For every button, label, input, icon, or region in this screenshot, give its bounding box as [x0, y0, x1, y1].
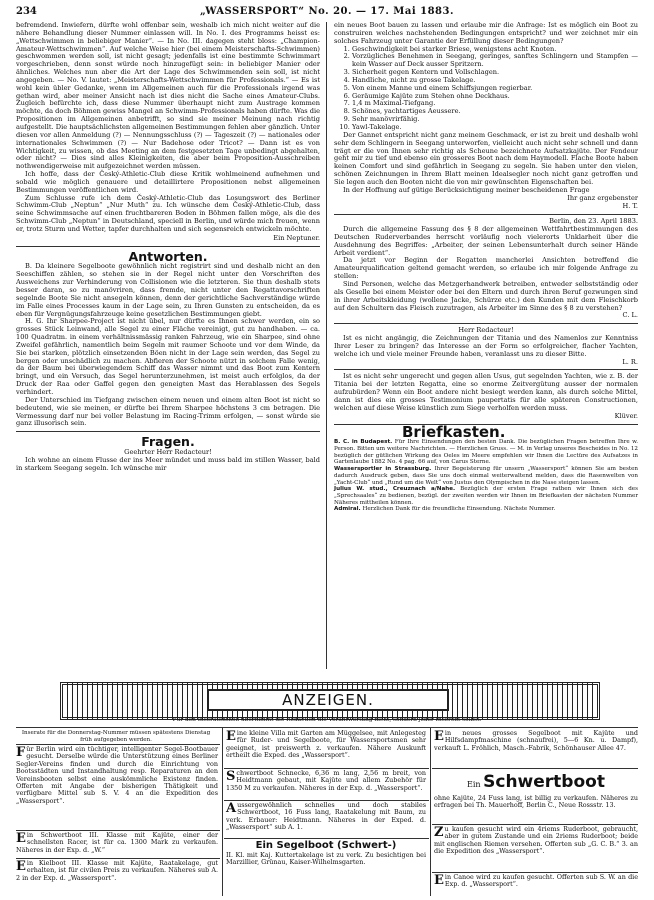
ads-banner — [60, 682, 600, 720]
question-paragraph: Sind Personen, welche das Metzgerhandwerk betreiben, entweder selbstständig oder als Geselle bei einem Meister oder bei den Eltern und durch ihren Beruf gezwungen sind in ihrer Arbeitskleidung (wollene Jacke, Schürze etc.) den Kunden mit dem Fleischkorb auf den Schultern das Fleisch zuzutragen, als Arbeiter im Sinne des § 8 zu verstehen? — [334, 280, 638, 312]
ad-schwertboot-iii: Ein Schwertboot III. Klasse mit Kajüte, einer der schnellsten Racer, ist für ca. 1300 Mark zu verkaufen. Näheres in der Exp. d. „W.“ — [16, 831, 218, 854]
column-divider — [326, 22, 327, 669]
letterbox — [334, 439, 638, 513]
divider — [334, 369, 638, 370]
divider — [334, 323, 638, 324]
article-paragraph: Zum Schlusse rufe ich dem Český-Athletic-Club das Losungswort des Berliner Schwimm-Club „Neptun“ „Nur Muth“ zu. Ich wünsche dem Český-Athletic-Club, dass seine Schwimmsache auf einen fruchtbareren Boden in Böhmen fallen möge, als die des Schwimm-Club „Neptun“ in Deutschland, speciell in Berlin, und würde mich freuen, wenn er, trotz Sturm und Wetter, tapfer durchhalten und sich segensreich entwickeln möchte. — [16, 193, 320, 233]
ad-schnecke: Schwertboot Schnecke, 6,36 m lang, 2,56 m breit, von Heidtmann gebaut, mit Kajüte und allem Zubehör für 1350 M zu verkaufen. Näheres in der Exp. d. „Wassersport“. — [226, 769, 426, 792]
ad-schwertboot-24: Ein Schwertboot ohne Kajüte, 24 Fuss lang, ist billig zu verkaufen. Näheres zu erfragen bei Th. Mauerhoff, Berlin C., Neue Rossstr. 13. — [434, 772, 638, 810]
article-paragraph: befremdend. Inwiefern, dürfte wohl offenbar sein, weshalb ich mich nicht weiter auf die nähere Behandlung dieser Nummer einlassen will. In No. I. des Programms heisst es: „Wettschwimmen in beliebiger Manier“. — In No. III. dagegen steht bloss: „Champion-Amateur-Wettschwimmen“. Auf welche Weise hier (bei einem Meisterschafts-Schwimmen) geschwommen werden soll, ist nicht gesagt; jedenfalls ist eine bestimmte Schwimmart vorgeschrieben, denn sonst würde noch hinzugefügt sein: in beliebiger Manier oder ähnliches. Welches nun aber die Art der Lage des Schwimmenden sein soll, ist nicht angegeben. — No. V. lautet: „Meisterschafts-Wettschwimmen für Professionals.“ — Es ist wohl kein übler Gedanke, wenn im Allgemeinen auch für die Professionals irgend was gethan wird, aber meiner Ansicht nach ist dies nicht die Sache eines Amateur-Clubs. Zugleich befürchte ich, dass diese Nummer überhaupt nicht zum Austrage kommen möchte, da doch Böhmen gewiss Mangel an Schwimm-Professionals haben dürfte. Was die Propositionen im Allgemeinen anbetrifft, so sind sie meiner Meinung nach richtig aufgestellt. Die hauptsächlichsten allgemeinen Bestimmungen fehlen aber gänzlich. Unter diesen vor allen Anmeldung (?) — Nennungsschluss (?) — Tageszeit (?) — nationales oder internationales Schwimmen (?) — Nur Badehose oder Tricot? — Dann ist es von Wichtigkeit, zu wissen, ob das Meeting an dem festgesetzten Tage unbedingt abgehalten, oder nicht? — Dies sind alles Kleinigkeiten, die aber beim Proposition-Ausschreiben nothwendigerweise mit aufgezeichnet werden müssen. — [16, 21, 320, 171]
question-paragraph: Ist es nicht sehr ungerecht und gegen allen Usus, gut segelnden Yachten, wie z. B. der Titania bei der letzten Regatta, eine so enorme Zeitvergütung ausser der normalen aufzubürden? Wenn ein Boot andere nicht besiegt werden kann, als durch solche Mittel, dann ist dies ein grosses Testimonium paupertatis für alle späteren Constructionen, welchen auf diese Weise künstlich zum Siege verholfen werden muss. — [334, 372, 638, 412]
list-item: 3. Sicherheit gegen Kentern und Vollschlagen. — [352, 69, 638, 77]
ad-stabiles-schwertboot: Aussergewöhnlich schnelles und doch stabiles Schwertboot, 16 Fuss lang, Raatakelung mit Baum, zu verk. Erbauer: Heidtmann. Näheres in der Exped. d. „Wassersport“ sub A. 1. — [226, 801, 426, 832]
right-column — [334, 22, 638, 513]
answer-paragraph: H. G. Ihr Sharpee-Project ist nicht übel, nur dürfte es Ihnen schwer werden, ein so grosses Stück Leinwand, alle Segel zu einer Fläche vereinigt, gut zu handhaben. — ca. 100 Quadratm. in einem verhältnissmässig ranken Fahrzeug, wie ein Sharpee, sind ohne Zweifel gefährlich, namentlich beim Segeln mit raumer Schoote und vor dem Winde, da Sie bei starken, plötzlich einsetzenden Böen nicht in der Lage sein werden, das Segel zu bergen oder unschädlich zu machen. Abfieren der Schoote nützt in solchem Falle wenig, da der Baum bei überwiegendem Schiff das Wasser nimmt und das Boot zum Kentern bringt, und ein Versuch, das Segel herunterzunehmen, ist meist auch erfolglos, da der Druck der Raa oder Gaffel gegen den geneigten Mast das Herablassen des Segels verhindert. — [16, 317, 320, 396]
page-number: 234 — [16, 6, 37, 17]
salutation: Herr Redacteur! — [458, 326, 514, 335]
list-item: 8. Schönes, yachtartiges Aeussere. — [352, 108, 638, 116]
question-paragraph: Ist es nicht angängig, die Zeichnungen der Titania und des Namenlos zur Kenntniss Ihrer Leser zu bringen? das Interesse an der Form so erfolgreicher, flacher Yachten, welche ich und viele meiner Freunde haben, veranlasst uns zu dieser Bitte. — [334, 334, 638, 358]
question-paragraph: In der Hoffnung auf gütige Berücksichtigung meiner bescheidenen Frage — [343, 185, 590, 194]
letterbox-entry: Julius W. stud., Creuznach a/Nahe. Bezüglich der ersten Frage rathen wir Ihnen sich des „Sprechsaales“ zu bedienen, bezügl. der zweiten werden wir Ihnen im Briefkasten der nächsten Nummer Näheres mittheilen können. — [334, 486, 638, 506]
section-heading-fragen: Fragen. — [141, 434, 195, 450]
answer-paragraph: B. Da kleinere Segelboote gewöhnlich nicht registrirt sind und deshalb nicht an den Seeschiffen zählen, so stehen sie in der Regel nicht unter den Vorschriften des Ausweichens zur Verhinderung von Collisionen wie die letzteren. Sie thun deshalb stets besser daran, so zu manövriren, dass fremde, nicht unter den Regattavorschriften segelnde Boote Sie nicht ansegeln können, denn der gerichtliche Sachverständige würde im Falle eines Processes kaum in der Lage sein, zu Ihren Gunsten zu entscheiden, da es eben für Vergnügungsfahrzeuge keine gesetzlichen Bestimmungen giebt. — [16, 262, 320, 318]
signature: Ein Neptuner. — [273, 233, 320, 242]
list-item: 7. 1,4 m Maximal-Tiefgang. — [352, 100, 638, 108]
question-paragraph: ein neues Boot bauen zu lassen und erlaube mir die Anfrage: Ist es möglich ein Boot zu construiren welches nachstehenden Bedingungen entspricht? und wer zeichnet mir ein solches Fahrzeug unter Garantie der Erfüllung dieser Bedingungen? — [334, 21, 638, 45]
letterbox-entry: B. C. in Budapest. Für Ihre Einsendungen den besten Dank. Die bezüglichen Fragen betreffen Ihre w. Person. Bitten um weitere Nachrichten. — Herzlichen Gruss. — M. in Verlag unseres Bescheides in No. 12 bezüglich der gütlichen Wirkung des Oeles im Meere empfehlen wir Ihnen die Lectüre des Aufsatzes in Gartenlaube 1882 No. 4 pag. 66 auf, von Carus Sterne. — [334, 439, 639, 466]
question-paragraph: Da jetzt vor Beginn der Regatten mancherlei Ansichten betreffend die Amateurqualification geltend gemacht werden, so erlaube ich mir folgende Anfrage zu stellen: — [334, 256, 638, 281]
ad-divider — [224, 838, 429, 839]
ad-divider — [432, 768, 638, 769]
section-heading-briefkasten: Briefkasten. — [402, 422, 506, 441]
answer-paragraph: Der Unterschied im Tiefgang zwischen einem neuen und einem alten Boot ist nicht so bedeutend, wie sie meinen, er dürfte bei Ihrem Sharpee höchstens 3 cm betragen. Die Vermessung darf nur bei voller Belastung im Racing-Trimm erfolgen, — sonst würde sie ganz illusorisch sein. — [16, 395, 320, 428]
ad-column-divider — [430, 728, 431, 896]
article-paragraph: Ich hoffe, dass der Český-Athletic-Club diese Kritik wohlmeinend aufnehmen und sobald wie möglich genauere und detaillirtere Propositionen nebst allgemeinen Bestimmungen veröffentlichen wird. — [16, 170, 320, 194]
page-header — [16, 6, 638, 20]
question-paragraph: Durch die allgemeine Fassung des § 8 der allgemeinen Wettfahrtbestimmungen des Deutschen Ruderverbandes herrscht vorläufig noch vielerorts Unklarheit über die Ausdehnung des Begriffes: „Arbeiter, der seinen Lebensunterhalt durch seiner Hände Arbeit verdient“. — [334, 225, 638, 257]
list-item: 6. Geräumige Kajüte zum Stehen ohne Deckhaus. — [352, 93, 638, 101]
list-item: 1. Geschwindigkeit bei starker Briese, wenigstens acht Knoten. — [352, 46, 638, 54]
divider — [334, 214, 638, 215]
requirements-list — [334, 46, 638, 132]
question-paragraph: Ich wohne an einem Flusse der ins Meer mündet und muss bald im stillen Wasser, bald in starkem Seegang segeln. Ich wünsche mir — [16, 455, 320, 472]
ads-banner-title: ANZEIGEN. — [207, 689, 449, 711]
question-paragraph: Der Gannet entspricht nicht ganz meinem Geschmack, er ist zu breit und deshalb wohl sehr dem Schlingern in Seegang unterworfen, vielleicht auch nicht sehr schnell und dann trägt er die von Ihnen sehr richtig als Scheune bezeichnete Aufsatzkajüte. Der Fendeur geht mir zu tief und ebenso ein grosseres Boot nach dem Haymodell. Flache Boote haben keinen Comfort und sind gefährlich in Seegang zu segeln. Sie haben unter den vielen, schönen Zeichnungen in Ihrem Blatt meinen Idealsegler noch nicht ganz getroffen und Sie legen auch den Booten nicht die von mir gewünschten Eigenschaften bei. — [334, 130, 638, 186]
letterbox-entry: Wassersportler in Strassburg. Ihrer Begeisterung für unsern „Wassersport“ können Sie am besten dadurch Ausdruck geben, dass Sie uns doch einmal weiterwaltend melden, dass die Rasenwelten von „Yacht-Club“ und „Rund um die Welt“ von Justus den Olympischen in die Nase steigen lassen. — [334, 466, 638, 486]
divider — [16, 246, 320, 247]
ad-kielboot: Ein Kielboot III. Klasse mit Kajüte, Raatakelage, gut erhalten, ist für civilen Preis zu verkaufen. Näheres sub A. 2 in der Exp. d. „Wassersport“. — [16, 859, 218, 882]
ad-villa: Eine kleine Villa mit Garten am Müggelsee, mit Anlegesteg für Ruder- und Segelboote, für Wassersportsmen sehr geeignet, ist preiswerth z. verkaufen. Nähere Auskunft ertheilt die Exped. des „Wassersport“. — [226, 729, 426, 760]
list-item: 4. Handliche, nicht zu grosse Takelage. — [352, 77, 638, 85]
ad-dampf-segelboot: Ein neues grosses Segelboot mit Kajüte und Hilfsdampfmaschine (schnaufrei), 5—6 Kn. u. Dampf), verkauft L. Fröhlich, Masch.-Fabrik, Schönhauser Allee 47. — [434, 729, 638, 752]
signature: L. R. — [622, 357, 638, 366]
list-item: 2. Vorzügliches Benehmen in Seegang, geringes, sanftes Schlingern und Stampfen — kein Wasser auf Deck ausser Spritzern. — [352, 53, 638, 69]
ad-canoe: Ein Canoe wird zu kaufen gesucht. Offerten sub S. W. an die Exp. d. „Wassersport“. — [434, 873, 638, 889]
ad-column-divider — [222, 728, 223, 896]
ads-grid — [16, 727, 638, 896]
list-item: 10. Yawl-Takelage. — [352, 124, 638, 132]
list-item: 9. Sehr manövrirfähig. — [352, 116, 638, 124]
signature: H. T. — [622, 202, 638, 211]
divider — [16, 431, 320, 432]
signature-greeting: Ihr ganz ergebenster — [567, 193, 638, 202]
journal-title: „WASSERSPORT“ No. 20. — 17. Mai 1883. — [200, 6, 454, 17]
list-item: 5. Von einem Manne und einem Schiffsjungen regierbar. — [352, 85, 638, 93]
letterbox-entry: Admiral. Herzlichen Dank für die freundliche Einsendung. Nächste Nummer. — [334, 506, 556, 513]
ad-ruderboot-gesucht: Zu kaufen gesucht wird ein 4riems Ruderboot, gebraucht, aber in gutem Zustande und ein 2riems Ruderboot; beide mit englischen Riemen versehen. Offerten sub „G. C. B.“ 3. an die Expedition des „Wassersport“. — [434, 825, 638, 856]
signature: C. L. — [622, 311, 638, 320]
signature: Klüver. — [614, 411, 638, 420]
dateline: Berlin, den 23. April 1883. — [549, 217, 638, 226]
ad-bootbauer: Für Berlin wird ein tüchtiger, intelligenter Segel-Bootbauer gesucht. Derselbe würde die Unterstützung eines Berliner Segler-Vereins finden und durch die Einrichtung von Bootsstädten und Instandhaltung resp. Reparaturen an den Vereinsbooten selbst eine auskömmliche Existenz finden. Offerten mit Angabe der bisherigen Thätigkeit und verfügbare Mittel sub S. V. 4 an die Expedition des „Wassersport“. — [16, 745, 218, 805]
ads-disclaimer: Für den Inseratentheil übernimmt die Redaction die Verantwortung nicht, sondern jeder Inserent selbst. — [172, 717, 482, 723]
section-heading-antworten: Antworten. — [128, 248, 208, 264]
salutation: Geehrter Herr Redacteur! — [124, 448, 212, 457]
left-column — [16, 22, 320, 473]
ad-segelboot: Ein Segelboot (Schwert-) II. Kl. mit Kaj. Kuttertakelage ist zu verk. Zu besichtigen bei Marzillier, Grünau, Kaiser-Wilhelmsgarten. — [226, 840, 426, 867]
ad-notice: Inserate für die Donnerstag-Nummer müssen spätestens Dienstag früh aufgegeben werden. — [21, 730, 211, 743]
